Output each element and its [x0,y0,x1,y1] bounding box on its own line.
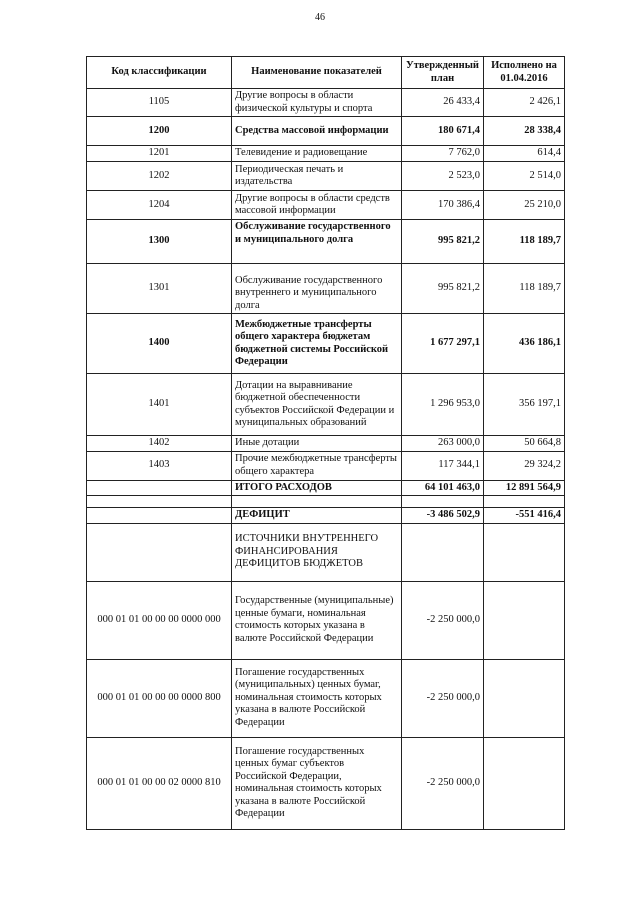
header-executed: Исполнено на 01.04.2016 [484,57,565,89]
row-executed: 614,4 [484,146,565,162]
row-plan: 180 671,4 [402,117,484,146]
table-row [87,374,565,436]
row-name: Другие вопросы в области средств массовой информации [232,191,402,220]
row-name: Телевидение и радиовещание [232,146,402,162]
row-code: 1200 [87,117,232,146]
row-name: Другие вопросы в области физической культуры и спорта [232,89,402,117]
table-row [87,314,565,374]
total-row [87,480,565,496]
row-code: 1300 [87,220,232,264]
row-executed: 29 324,2 [484,451,565,480]
row-executed: 118 189,7 [484,220,565,264]
row-name: Погашение государственных ценных бумаг субъектов Российской Федерации, номинальная стоимость которых указана в валюте Российской Федерации [232,737,402,829]
row-plan: 2 523,0 [402,162,484,191]
table-row [87,220,565,264]
deficit-label: ДЕФИЦИТ [232,508,402,524]
table-row [87,89,565,117]
row-code: 1202 [87,162,232,191]
table-row [87,162,565,191]
deficit-plan: -3 486 502,9 [402,508,484,524]
row-name: Иные дотации [232,436,402,452]
table-row [87,146,565,162]
header-name: Наименование показателей [232,57,402,89]
row-code: 1401 [87,374,232,436]
row-plan: 995 821,2 [402,220,484,264]
row-code: 000 01 01 00 00 00 0000 800 [87,659,232,737]
row-executed: 28 338,4 [484,117,565,146]
table-row [87,436,565,452]
row-name: Прочие межбюджетные трансферты общего характера [232,451,402,480]
row-plan: 117 344,1 [402,451,484,480]
total-executed: 12 891 564,9 [484,480,565,496]
row-code: 1301 [87,264,232,314]
spacer-row [87,496,565,508]
row-plan: 1 677 297,1 [402,314,484,374]
row-name: Государственные (муниципальные) ценные бумаги, номинальная стоимость которых указана в валюте Российской Федерации [232,581,402,659]
row-name: Обслуживание государственного внутреннего и муниципального долга [232,264,402,314]
row-code: 1400 [87,314,232,374]
row-plan: -2 250 000,0 [402,737,484,829]
row-name: Обслуживание государственного и муниципального долга [232,220,402,264]
table-row [87,659,565,737]
sources-code-cell [87,523,232,581]
row-plan: 263 000,0 [402,436,484,452]
total-plan: 64 101 463,0 [402,480,484,496]
row-code: 1204 [87,191,232,220]
row-plan: -2 250 000,0 [402,581,484,659]
row-executed [484,581,565,659]
row-plan: 1 296 953,0 [402,374,484,436]
row-name: Погашение государственных (муниципальных) ценных бумаг, номинальная стоимость которых указана в валюте Российской Федерации [232,659,402,737]
table-row [87,737,565,829]
row-name: Периодическая печать и издательства [232,162,402,191]
row-plan: 26 433,4 [402,89,484,117]
row-executed: 25 210,0 [484,191,565,220]
deficit-row [87,508,565,524]
table-row [87,264,565,314]
total-label: ИТОГО РАСХОДОВ [232,480,402,496]
budget-table [86,56,565,830]
header-plan: Утвержденный план [402,57,484,89]
row-name: Средства массовой информации [232,117,402,146]
sources-title-row [87,523,565,581]
row-code: 000 01 01 00 00 00 0000 000 [87,581,232,659]
row-executed [484,659,565,737]
page-number: 46 [315,12,325,23]
row-name: Дотации на выравнивание бюджетной обеспеченности субъектов Российской Федерации и муниципальных образований [232,374,402,436]
total-code-cell [87,480,232,496]
deficit-code-cell [87,508,232,524]
row-plan: 7 762,0 [402,146,484,162]
row-plan: 170 386,4 [402,191,484,220]
row-code: 1402 [87,436,232,452]
row-executed [484,737,565,829]
row-executed: 356 197,1 [484,374,565,436]
table-header-row [87,57,565,89]
table-row [87,581,565,659]
deficit-executed: -551 416,4 [484,508,565,524]
row-executed: 118 189,7 [484,264,565,314]
row-plan: -2 250 000,0 [402,659,484,737]
row-executed: 50 664,8 [484,436,565,452]
row-code: 1105 [87,89,232,117]
table-row [87,191,565,220]
header-code: Код классификации [87,57,232,89]
row-executed: 2 514,0 [484,162,565,191]
row-executed: 436 186,1 [484,314,565,374]
row-code: 1201 [87,146,232,162]
row-code: 1403 [87,451,232,480]
table-row [87,451,565,480]
row-executed: 2 426,1 [484,89,565,117]
row-code: 000 01 01 00 00 02 0000 810 [87,737,232,829]
row-plan: 995 821,2 [402,264,484,314]
row-name: Межбюджетные трансферты общего характера бюджетам бюджетной системы Российской Федерации [232,314,402,374]
table-row [87,117,565,146]
sources-title: ИСТОЧНИКИ ВНУТРЕННЕГО ФИНАНСИРОВАНИЯ ДЕФИЦИТОВ БЮДЖЕТОВ [232,523,402,581]
